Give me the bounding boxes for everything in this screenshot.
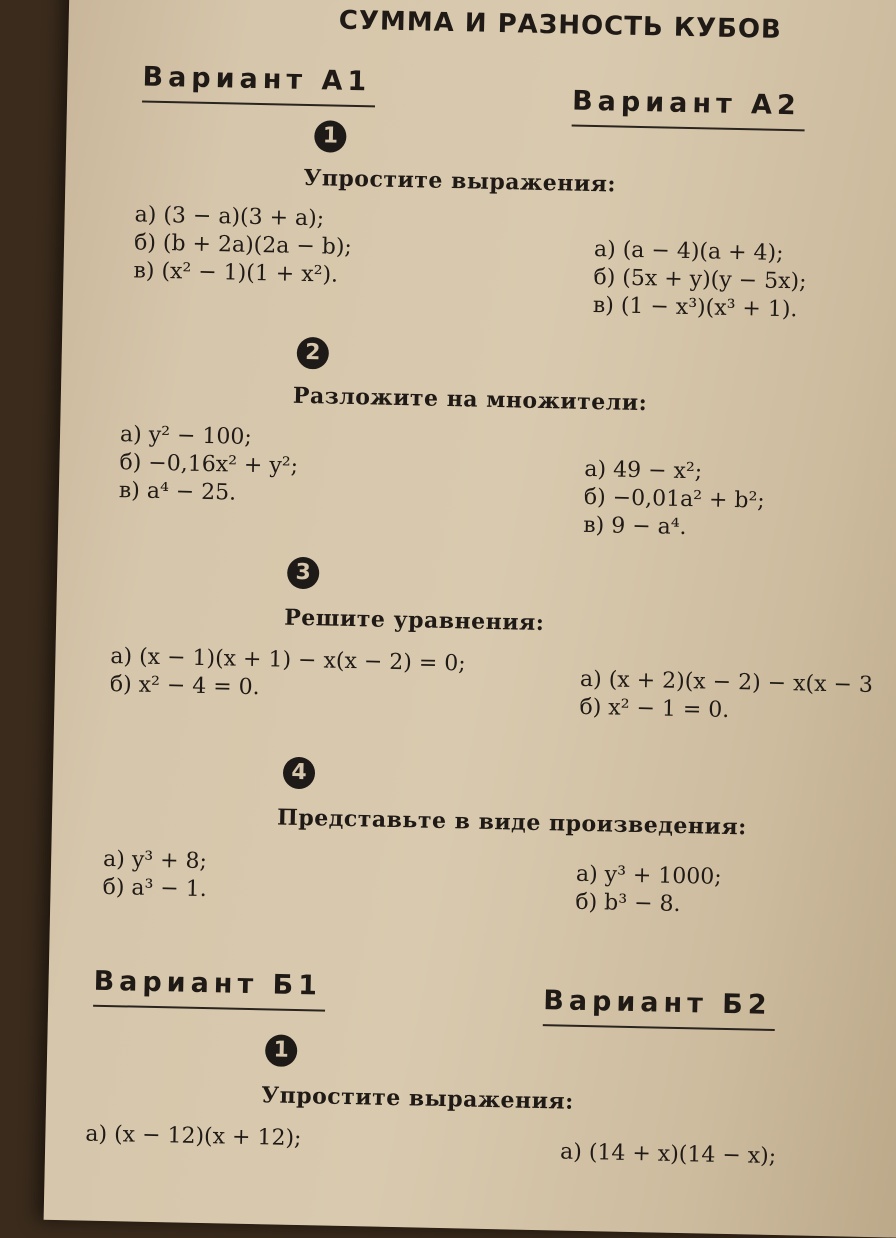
task-2-right-list [583,456,766,544]
task-1-number: 1 [314,120,347,153]
task-4-right-list [575,861,722,920]
task-2-number: 2 [296,337,329,370]
task-4-left-list [102,846,207,904]
task-2-left-item-b: б) −0,16x² + y²; [119,450,299,479]
task-1-left-item-b: б) (b + 2a)(2a − b); [133,230,353,260]
task-2-right-item-b: б) −0,01a² + b²; [583,484,766,514]
task-3-title: Решите уравнения: [284,604,545,637]
task-4-number: 4 [283,757,316,790]
task-4-left-item-b: б) a³ − 1. [102,874,207,903]
task-3-right-item-b: б) x² − 1 = 0. [579,694,730,723]
task-1-right-item-a: а) (a − 4)(a + 4); [593,237,784,267]
task-3-left-list [110,643,466,706]
task-1-right-list [593,236,808,324]
task-2-left-list [119,421,299,509]
task-2-right-item-a: а) 49 − x²; [584,456,703,485]
task-1-left-list [133,201,353,290]
page-header: СУММА И РАЗНОСТЬ КУБОВ [338,5,783,45]
variant-a2-heading: Вариант А2 [572,86,805,132]
task-2-right-item-c: в) 9 − a⁴. [583,512,687,541]
b-task-1-number: 1 [265,1034,298,1067]
b-task-1-right-item-a: а) (14 + x)(14 − x); [559,1139,777,1170]
textbook-page [44,0,896,1238]
task-4-right-item-b: б) b³ − 8. [575,889,681,917]
task-1-left-item-c: в) (x² − 1)(1 + x²). [133,258,339,288]
task-2-left-item-c: в) a⁴ − 25. [118,478,237,506]
task-3-right-item-a: а) (x + 2)(x − 2) − x(x − 3 [579,666,874,698]
task-1-title: Упростите выражения: [303,164,617,198]
task-1-left-item-a: а) (3 − a)(3 + a); [134,202,325,232]
task-3-right-list [579,666,873,728]
task-4-left-item-a: а) y³ + 8; [102,846,208,875]
task-1-right-item-b: б) (5x + y)(y − 5x); [593,265,807,295]
task-1-right-item-c: в) (1 − x³)(x³ + 1). [592,293,798,323]
task-4-right-item-a: а) y³ + 1000; [575,861,722,890]
task-2-title: Разложите на множители: [292,382,648,417]
task-3-left-item-b: б) x² − 4 = 0. [109,671,260,701]
task-2-left-item-a: а) y² − 100; [119,422,253,450]
task-4-title: Представьте в виде произведения: [276,804,747,841]
task-3-number: 3 [287,557,320,590]
variant-b1-heading: Вариант Б1 [93,966,326,1012]
task-3-left-item-a: а) (x − 1)(x + 1) − x(x − 2) = 0; [110,644,466,677]
b-task-1-title: Упростите выражения: [260,1082,575,1115]
variant-a1-heading: Вариант А1 [142,62,375,108]
variant-b2-heading: Вариант Б2 [543,985,776,1031]
b-task-1-left-item-a: а) (x − 12)(x + 12); [85,1121,302,1152]
